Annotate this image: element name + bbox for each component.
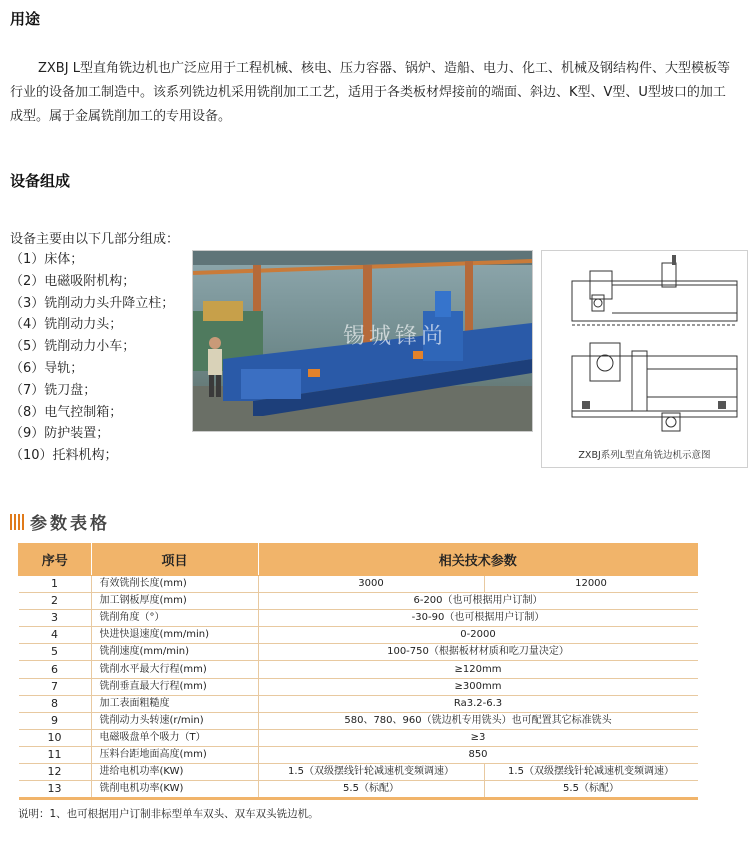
table-row (19, 695, 698, 712)
list-item: （10）托料机构； (10, 448, 118, 464)
machine-photo (192, 250, 533, 432)
row-number: 9 (19, 712, 92, 729)
schematic-diagram (541, 250, 748, 468)
row-value: 1.5（双级摆线针轮减速机变频调速） (258, 764, 484, 781)
row-item: 电磁吸盘单个吸力（T） (91, 729, 258, 746)
list-item: （2）电磁吸附机构； (10, 273, 136, 289)
row-value: -30-90（也可根据用户订制） (258, 610, 698, 627)
row-item: 有效铣削长度(mm) (91, 576, 258, 593)
list-item: （5）铣削动力小车； (10, 339, 136, 355)
row-value: 100-750（根据板材材质和吃刀量决定） (258, 644, 698, 661)
table-row (19, 781, 698, 799)
table-row (19, 678, 698, 695)
row-number: 7 (19, 678, 92, 695)
diagram-caption: ZXBJ系列L型直角铣边机示意图 (578, 450, 711, 461)
row-number: 6 (19, 661, 92, 678)
row-number: 4 (19, 627, 92, 644)
schematic-drawing (542, 251, 747, 441)
row-number: 1 (19, 576, 92, 593)
composition-title: 设备组成 (10, 172, 71, 190)
params-table (18, 543, 698, 800)
row-item: 铣削角度（°） (91, 610, 258, 627)
row-item: 铣削速度(mm/min) (91, 644, 258, 661)
row-item: 压料台距地面高度(mm) (91, 746, 258, 763)
row-number: 2 (19, 593, 92, 610)
table-row (19, 644, 698, 661)
row-item: 铣削垂直最大行程(mm) (91, 678, 258, 695)
list-item: （1）床体； (10, 252, 84, 267)
list-item: （3）铣削动力头升降立柱； (10, 295, 175, 311)
row-value: ≥3 (258, 729, 698, 746)
list-item: （4）铣削动力头； (10, 317, 123, 333)
row-number: 10 (19, 729, 92, 746)
params-title: 参数表格 (30, 514, 110, 534)
row-value: 850 (258, 746, 698, 763)
row-value: 5.5（标配） (484, 781, 698, 799)
table-row (19, 627, 698, 644)
list-item: （9）防护装置； (10, 426, 110, 442)
stripes-icon (10, 514, 24, 530)
photo-watermark: 锡城锋尚 (343, 324, 448, 349)
list-item: （7）铣刀盘； (10, 382, 97, 398)
composition-intro: 设备主要由以下几部分组成： (10, 232, 180, 247)
row-number: 3 (19, 610, 92, 627)
row-number: 5 (19, 644, 92, 661)
table-row (19, 764, 698, 781)
row-item: 铣削电机功率(KW) (91, 781, 258, 799)
table-row (19, 593, 698, 610)
row-value: 12000 (484, 576, 698, 593)
header-no: 序号 (19, 544, 92, 576)
row-item: 加工表面粗糙度 (91, 695, 258, 712)
row-number: 12 (19, 764, 92, 781)
row-item: 铣削水平最大行程(mm) (91, 661, 258, 678)
row-number: 13 (19, 781, 92, 799)
row-value: 3000 (258, 576, 484, 593)
table-header-row (19, 544, 698, 576)
row-value: 5.5（标配） (258, 781, 484, 799)
row-value: 580、780、960（铣边机专用铣头）也可配置其它标准铣头 (258, 712, 698, 729)
table-row (19, 576, 698, 593)
row-value: 0-2000 (258, 627, 698, 644)
row-item: 铣削动力头转速(r/min) (91, 712, 258, 729)
header-item: 项目 (91, 544, 258, 576)
machine-photo-illustration (193, 251, 532, 431)
row-item: 进给电机功率(KW) (91, 764, 258, 781)
table-note: 说明：1、也可根据用户订制非标型单车双头、双车双头铣边机。 (18, 808, 319, 820)
table-row (19, 610, 698, 627)
params-section-header (10, 509, 110, 534)
parts-list (10, 249, 174, 467)
row-value: 1.5（双级摆线针轮减速机变频调速） (484, 764, 698, 781)
usage-title: 用途 (10, 10, 41, 28)
usage-paragraph: ZXBJ L型直角铣边机也广泛应用于工程机械、核电、压力容器、锅炉、造船、电力、化工、机械及钢结构件、大型模板等行业的设备加工制造中。该系列铣边机采用铣削加工工艺，适用于各类板材焊接前的端面、斜边、K型、V型、U型坡口的加工成型。属于金属铣削加工的专用设备。 (10, 61, 730, 124)
row-item: 加工钢板厚度(mm) (91, 593, 258, 610)
row-item: 快进快退速度(mm/min) (91, 627, 258, 644)
table-row (19, 746, 698, 763)
table-row (19, 712, 698, 729)
list-item: （6）导轨； (10, 360, 84, 376)
row-number: 8 (19, 695, 92, 712)
row-value: 6-200（也可根据用户订制） (258, 593, 698, 610)
table-row (19, 729, 698, 746)
list-item: （8）电气控制箱； (10, 404, 123, 420)
row-number: 11 (19, 746, 92, 763)
row-value: ≥300mm (258, 678, 698, 695)
header-params: 相关技术参数 (258, 544, 698, 576)
table-row (19, 661, 698, 678)
row-value: ≥120mm (258, 661, 698, 678)
row-value: Ra3.2-6.3 (258, 695, 698, 712)
